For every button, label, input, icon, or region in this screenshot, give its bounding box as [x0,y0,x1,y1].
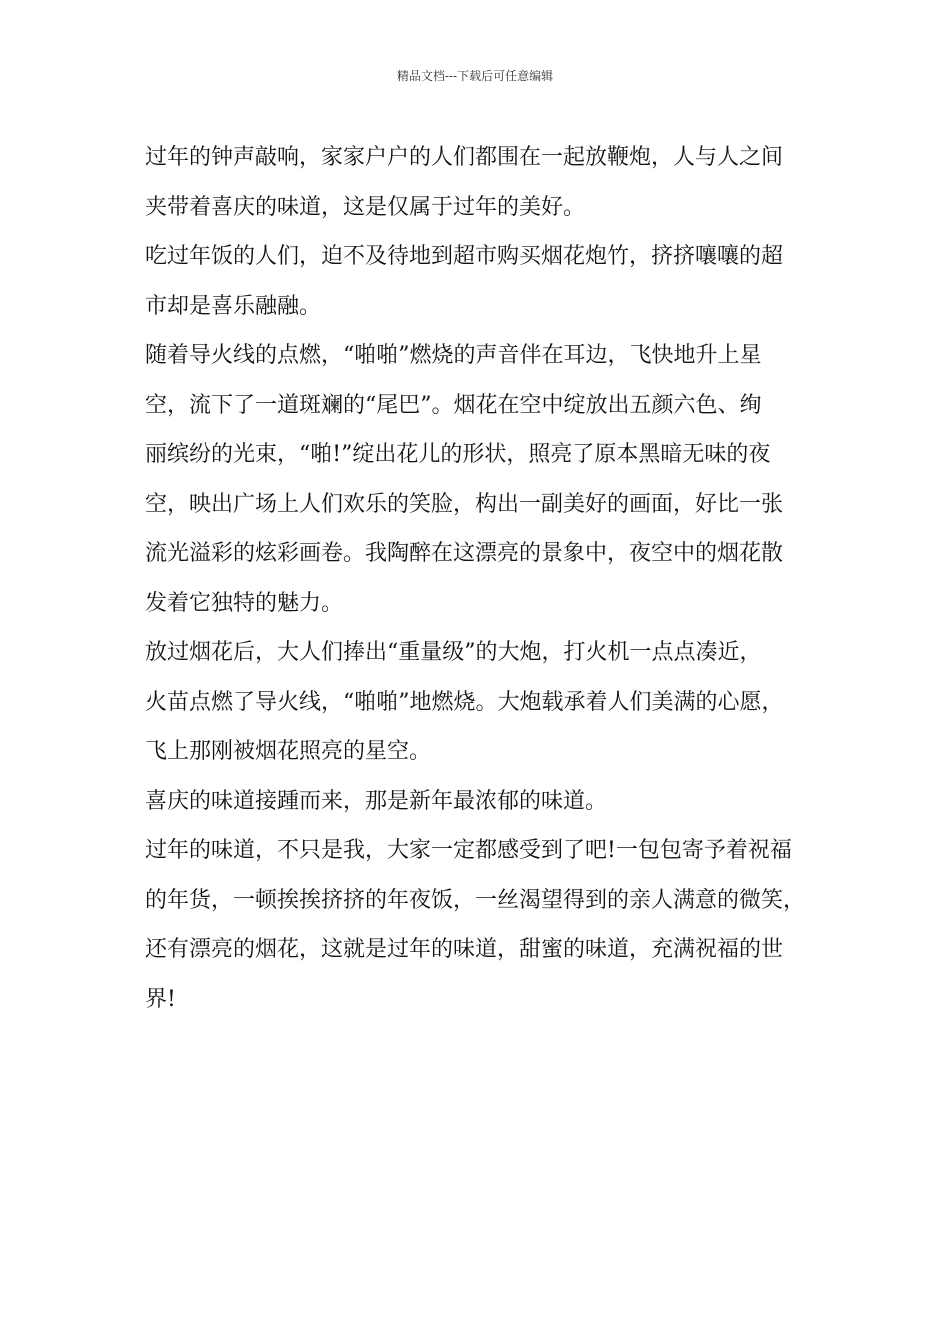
text-line: 飞上那刚被烟花照亮的星空。 [145,739,432,764]
text-line: 火苗点燃了导火线，“啪啪”地燃烧。大炮载承着人们美满的心愿， [145,689,784,715]
text-line: 空，映出广场上人们欢乐的笑脸，构出一副美好的画面，好比一张 [145,491,784,517]
text-line: 丽缤纷的光束，“啪!”绽出花儿的形状，照亮了原本黑暗无味的夜 [145,442,771,467]
paragraph-2 [145,232,835,331]
text-line: 随着导火线的点燃，“啪啪”燃烧的声音伴在耳边，飞快地升上星 [145,343,762,368]
text-line: 过年的味道，不只是我，大家一定都感受到了吧!一包包寄予着祝福 [145,838,792,863]
paragraph-5 [145,777,835,827]
text-line: 夹带着喜庆的味道，这是仅属于过年的美好。 [145,194,586,220]
text-line: 界! [145,986,176,1012]
paragraph-4 [145,628,835,777]
paragraph-6 [145,826,835,1024]
text-line: 的年货，一顿挨挨挤挤的年夜饭，一丝渴望得到的亲人满意的微笑， [145,887,806,913]
text-line: 空，流下了一道斑斓的“尾巴”。烟花在空中绽放出五颜六色、绚 [145,392,762,418]
text-line: 流光溢彩的炫彩画卷。我陶醉在这漂亮的景象中，夜空中的烟花散 [145,541,784,566]
text-line: 发着它独特的魅力。 [145,590,344,616]
page-header: 精品文档---下载后可任意编辑 [396,69,554,83]
text-line: 放过烟花后，大人们捧出“重量级”的大炮，打火机一点点凑近， [145,640,762,665]
paragraph-1 [145,133,835,232]
document-body [145,133,835,1024]
text-line: 还有漂亮的烟花，这就是过年的味道，甜蜜的味道，充满祝福的世 [145,937,784,962]
paragraph-3 [145,331,835,628]
text-line: 喜庆的味道接踵而来，那是新年最浓郁的味道。 [145,788,608,814]
text-line: 吃过年饭的人们，迫不及待地到超市购买烟花炮竹，挤挤嚷嚷的超 [145,244,784,269]
text-line: 市却是喜乐融融。 [145,293,322,319]
text-line: 过年的钟声敲响，家家户户的人们都围在一起放鞭炮，人与人之间 [145,145,784,170]
